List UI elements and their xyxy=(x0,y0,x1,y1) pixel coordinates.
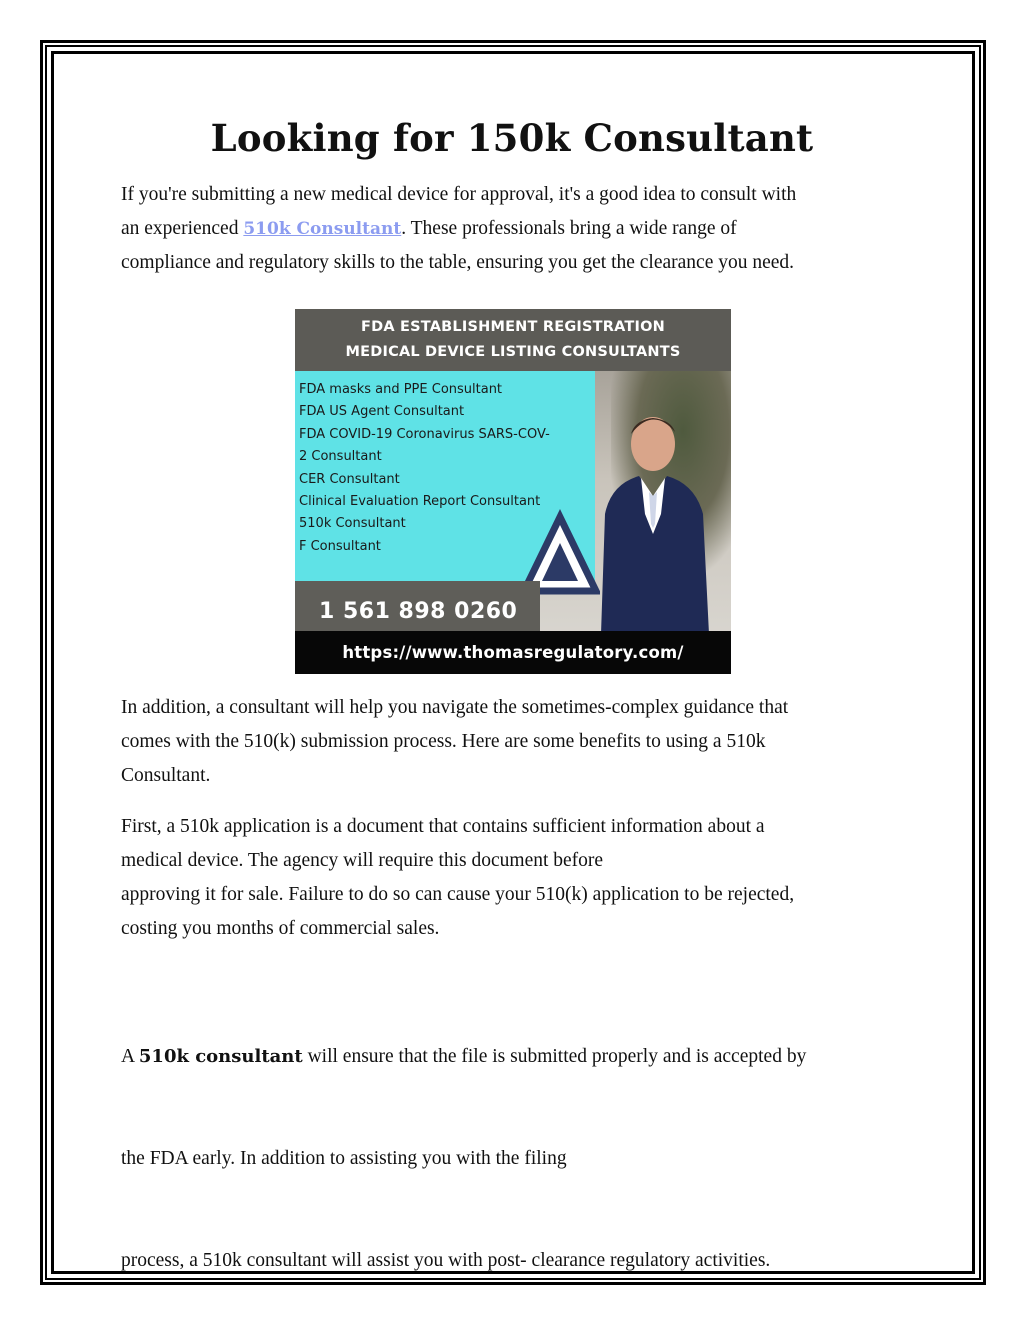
application-line-4: costing you months of commercial sales. xyxy=(121,918,440,939)
intro-line-2-end: . These professionals bring a wide range of xyxy=(401,218,737,239)
services-list xyxy=(299,379,550,558)
service-item: FDA masks and PPE Consultant xyxy=(299,382,503,397)
benefits-line-1: In addition, a consultant will help you navigate the sometimes-complex guidance that xyxy=(121,697,789,718)
service-item: 2 Consultant xyxy=(299,449,382,465)
application-line-1: First, a 510k application is a document that contains sufficient information about a xyxy=(121,816,765,837)
service-item: FDA US Agent Consultant xyxy=(299,404,465,420)
advertisement-banner xyxy=(295,309,731,674)
consultant-link[interactable]: 510k Consultant xyxy=(243,219,402,239)
benefits-line-2: comes with the 510(k) submission process. Here are some benefits to using a 510k xyxy=(121,731,766,752)
intro-line-1: If you're submitting a new medical device for approval, it's a good idea to consult with xyxy=(121,184,797,205)
consultant-line-1-end: will ensure that the file is submitted properly and is accepted by xyxy=(302,1046,807,1067)
service-item: 510k Consultant xyxy=(299,516,406,532)
page-title: Looking for 150k Consultant xyxy=(210,116,814,160)
consultant-paragraph xyxy=(121,972,911,1312)
consultant-emphasis: 510k consultant xyxy=(138,1046,303,1067)
application-line-2: medical device. The agency will require this document before xyxy=(121,850,604,871)
benefits-paragraph xyxy=(121,691,911,793)
intro-line-2 xyxy=(121,212,911,246)
consultant-line-3: process, a 510k consultant will assist you with post- clearance regulatory activities. xyxy=(121,1250,771,1271)
service-item: F Consultant xyxy=(299,538,381,554)
website-url: https://www.thomasregulatory.com/ xyxy=(295,631,731,674)
service-item: CER Consultant xyxy=(299,471,400,487)
application-line-3: approving it for sale. Failure to do so can cause your 510(k) application to be rejected, xyxy=(121,884,795,905)
benefits-line-3: Consultant. xyxy=(121,765,211,786)
intro-paragraph xyxy=(121,178,911,280)
intro-line-3: compliance and regulatory skills to the table, ensuring you get the clearance you need. xyxy=(121,252,795,273)
consultant-photo xyxy=(591,404,711,634)
phone-number: 1 561 898 0260 xyxy=(295,581,540,643)
application-paragraph xyxy=(121,810,911,946)
consultant-line-1-start: A xyxy=(121,1046,139,1067)
banner-heading-line-1: FDA ESTABLISHMENT REGISTRATION xyxy=(361,319,665,335)
consultant-line-1 xyxy=(121,1040,911,1074)
consultant-line-2: the FDA early. In addition to assisting you with the filing xyxy=(121,1148,567,1169)
service-item: FDA COVID-19 Coronavirus SARS-COV- xyxy=(299,426,550,442)
intro-line-2-start: an experienced xyxy=(121,218,244,239)
service-item: Clinical Evaluation Report Consultant xyxy=(299,494,541,510)
banner-heading-line-2: MEDICAL DEVICE LISTING CONSULTANTS xyxy=(345,344,681,360)
banner-heading xyxy=(295,309,731,371)
